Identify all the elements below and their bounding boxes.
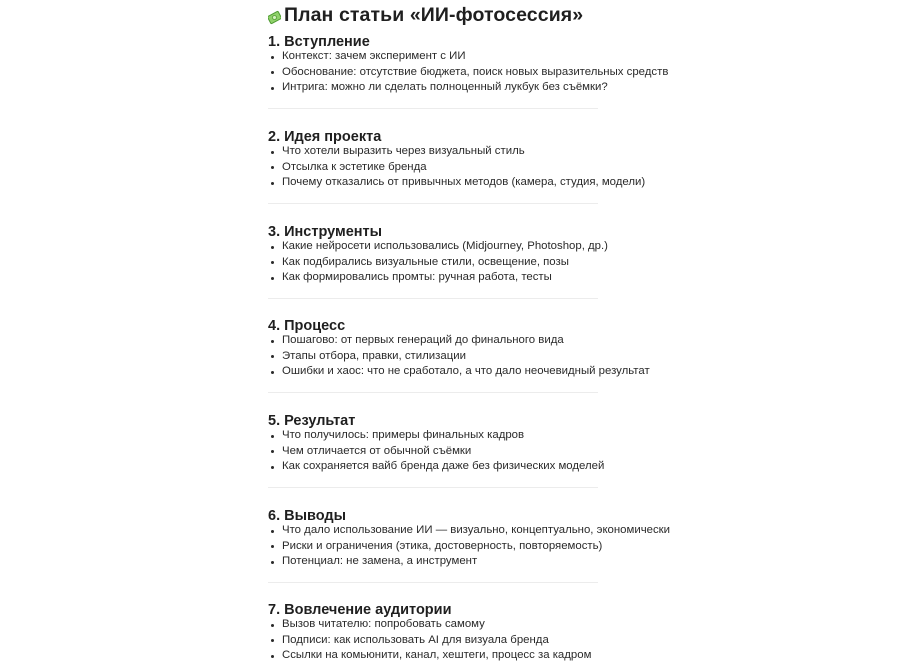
- bullet-list: [268, 428, 604, 475]
- list-item: Как сохраняется вайб бренда даже без физических моделей: [268, 459, 604, 475]
- list-item: Что получилось: примеры финальных кадров: [268, 428, 604, 444]
- list-item: Что хотели выразить через визуальный стиль: [268, 144, 645, 160]
- section-heading: 5. Результат: [268, 413, 356, 429]
- list-item: Почему отказались от привычных методов (камера, студия, модели): [268, 175, 645, 191]
- section-divider: [268, 582, 598, 583]
- list-item: Ошибки и хаос: что не сработало, а что дало неочевидный результат: [268, 364, 650, 380]
- list-item: Вызов читателю: попробовать самому: [268, 617, 591, 633]
- section-heading: 6. Выводы: [268, 508, 346, 524]
- list-item: Подписи: как использовать AI для визуала бренда: [268, 633, 591, 649]
- list-item: Этапы отбора, правки, стилизации: [268, 349, 650, 365]
- list-item: Чем отличается от обычной съёмки: [268, 444, 604, 460]
- list-item: Обоснование: отсутствие бюджета, поиск новых выразительных средств: [268, 65, 668, 81]
- list-item: Интрига: можно ли сделать полноценный лукбук без съёмки?: [268, 80, 668, 96]
- section-heading: 1. Вступление: [268, 34, 370, 50]
- section-divider: [268, 392, 598, 393]
- list-item: Пошагово: от первых генераций до финального вида: [268, 333, 650, 349]
- section-divider: [268, 298, 598, 299]
- section-heading: 7. Вовлечение аудитории: [268, 602, 452, 618]
- section-heading: 3. Инструменты: [268, 224, 383, 240]
- bullet-list: [268, 239, 608, 286]
- bullet-list: [268, 523, 670, 570]
- list-item: Ссылки на комьюнити, канал, хештеги, процесс за кадром: [268, 648, 591, 664]
- bullet-list: [268, 144, 645, 191]
- section-heading: 2. Идея проекта: [268, 129, 382, 145]
- section-divider: [268, 487, 598, 488]
- list-item: Как подбирались визуальные стили, освещение, позы: [268, 255, 608, 271]
- list-item: Отсылка к эстетике бренда: [268, 160, 645, 176]
- list-item: Какие нейросети использовались (Midjourney, Photoshop, др.): [268, 239, 608, 255]
- list-item: Риски и ограничения (этика, достоверность, повторяемость): [268, 539, 670, 555]
- list-item: Что дало использование ИИ — визуально, концептуально, экономически: [268, 523, 670, 539]
- list-item: Потенциал: не замена, а инструмент: [268, 554, 670, 570]
- money-bill-icon: [268, 8, 281, 23]
- page-title: [268, 5, 583, 25]
- section-divider: [268, 108, 598, 109]
- bullet-list: [268, 617, 591, 664]
- list-item: Как формировались промты: ручная работа, тесты: [268, 270, 608, 286]
- list-item: Контекст: зачем эксперимент с ИИ: [268, 49, 668, 65]
- bullet-list: [268, 49, 668, 96]
- section-divider: [268, 203, 598, 204]
- page-title-text: План статьи «ИИ-фотосессия»: [284, 3, 584, 26]
- section-heading: 4. Процесс: [268, 318, 346, 334]
- bullet-list: [268, 333, 650, 380]
